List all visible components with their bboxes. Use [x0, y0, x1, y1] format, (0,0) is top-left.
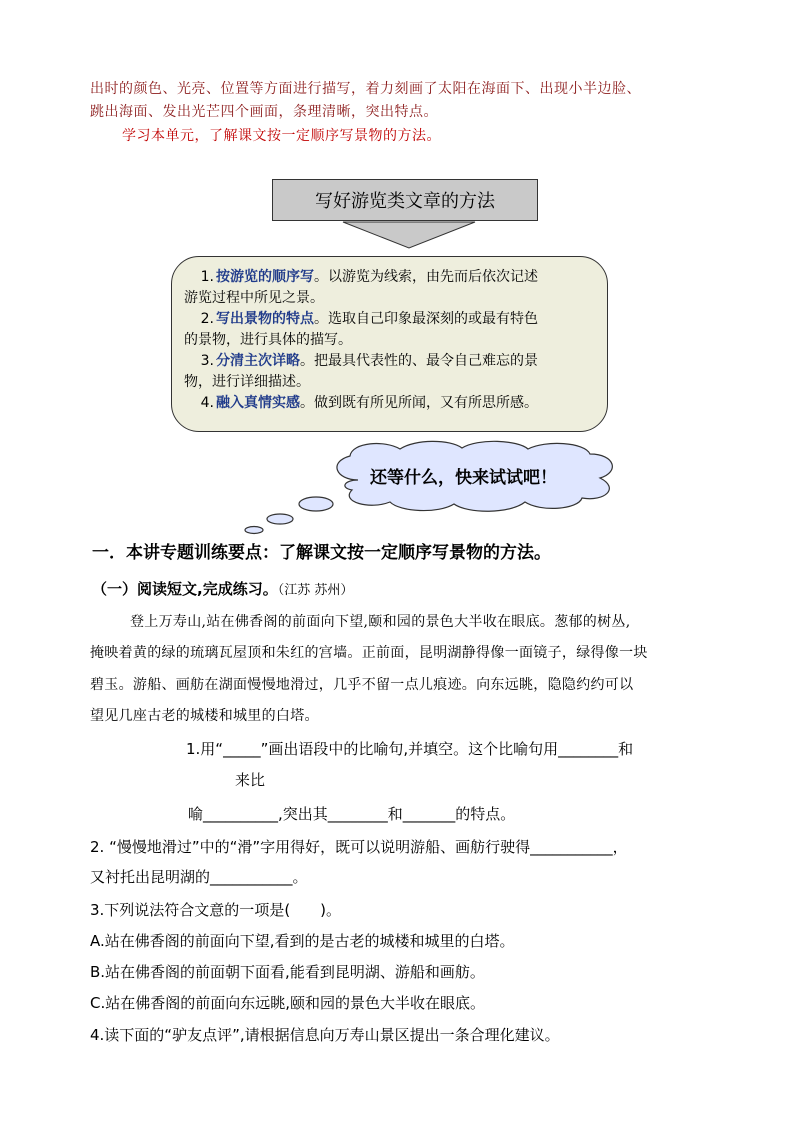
passage-line-3: 碧玉。游船、画舫在湖面慢慢地滑过，几乎不留一点儿痕迹。向东远眺，隐隐约约可以 — [90, 677, 634, 693]
option-c: C.站在佛香阁的前面向东远眺,颐和园的景色大半收在眼底。 — [90, 994, 486, 1012]
section-heading: 一．本讲专题训练要点：了解课文按一定顺序写景物的方法。 — [92, 543, 551, 563]
passage-line-2: 掩映着黄的绿的琉璃瓦屋顶和朱红的宫墙。正前面，昆明湖静得像一面镜子，绿得像一块 — [90, 645, 648, 661]
question-1-line-3: 喻__________,突出其________和_______的特点。 — [188, 805, 516, 823]
question-2-line-2: 又衬托出昆明湖的___________。 — [90, 868, 308, 886]
passage-line-1: 登上万寿山,站在佛香阁的前面向下望,颐和园的景色大半收在眼底。葱郁的树丛, — [130, 614, 631, 630]
intro-line-2: 跳出海面、发出光芒四个画面，条理清晰，突出特点。 — [90, 104, 438, 120]
method-card: 1. 按游览的顺序写。以游览为线索，由先而后依次记述 游览过程中所见之景。 2. 写出景物的特点。选取自己印象最深刻的或最有特色 的景物，进行具体的描写。 3. 分清主次详略。把最具代表性的、最令自己难忘的景 物，进行详细描述。 4. 融入真情实感。做到既有所见所闻，又有所思所感。 — [171, 256, 608, 432]
method-title: 写好游览类文章的方法 — [315, 191, 495, 212]
question-1-line-2: 来比 — [235, 771, 266, 789]
method-item-2: 2. 写出景物的特点。选取自己印象最深刻的或最有特色 — [200, 311, 538, 327]
cloud-text: 还等什么，快来试试吧！ — [370, 468, 557, 488]
down-arrow-icon — [342, 221, 476, 249]
intro-line-3: 学习本单元，了解课文按一定顺序写景物的方法。 — [122, 128, 441, 144]
passage-line-4: 望见几座古老的城楼和城里的白塔。 — [90, 708, 319, 724]
question-2-line-1: 2. “慢慢地滑过”中的“滑”字用得好，既可以说明游船、画舫行驶得___________， — [90, 838, 628, 856]
method-item-1: 1. 按游览的顺序写。以游览为线索，由先而后依次记述 — [200, 269, 538, 285]
method-title-box — [272, 179, 538, 221]
subsection-heading: （一）阅读短文,完成练习。（江苏 苏州） — [92, 580, 354, 598]
intro-line-1: 出时的颜色、光亮、位置等方面进行描写，着力刻画了太阳在海面下、出现小半边脸、 — [90, 81, 641, 97]
question-3: 3.下列说法符合文意的一项是( )。 — [90, 901, 342, 919]
method-item-3: 3. 分清主次详略。把最具代表性的、最令自己难忘的景 — [200, 353, 538, 369]
question-1-line-1: 1.用“_____”画出语段中的比喻句,并填空。这个比喻句用________和 — [186, 740, 634, 758]
option-a: A.站在佛香阁的前面向下望,看到的是古老的城楼和城里的白塔。 — [90, 932, 515, 950]
option-b: B.站在佛香阁的前面朝下面看,能看到昆明湖、游船和画舫。 — [90, 963, 485, 981]
method-item-4: 4. 融入真情实感。做到既有所见所闻，又有所思所感。 — [200, 395, 538, 411]
thought-cloud-icon — [240, 440, 650, 536]
question-4: 4.读下面的“驴友点评”,请根据信息向万寿山景区提出一条合理化建议。 — [90, 1026, 560, 1044]
